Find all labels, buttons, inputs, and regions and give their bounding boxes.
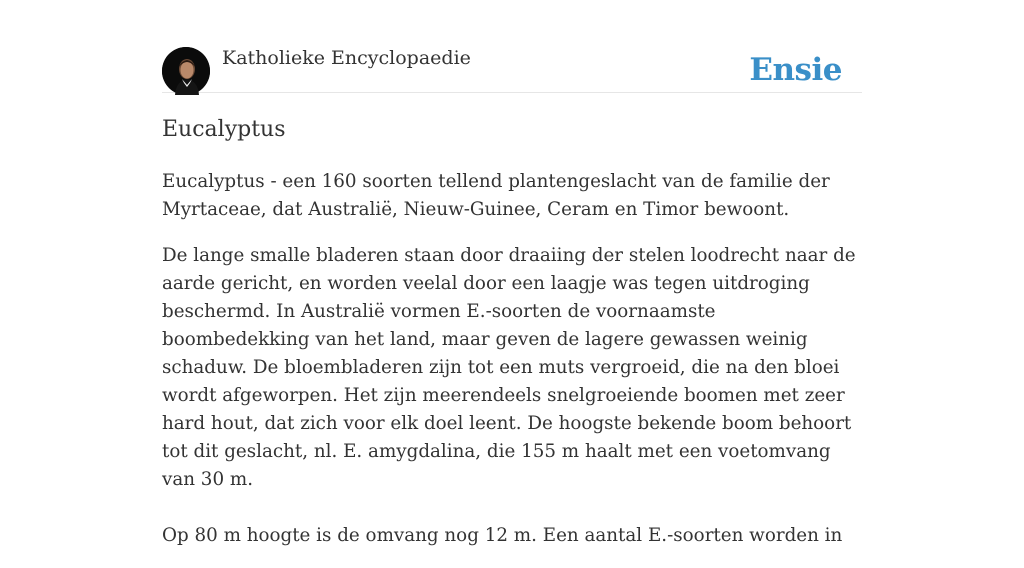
portrait-avatar[interactable] [162, 47, 210, 95]
article-title: Eucalyptus [162, 117, 286, 142]
article-paragraph: Eucalyptus - een 160 soorten tellend plantengeslacht van de familie der Myrtaceae, dat Australië, Nieuw-Guinee, Ceram en Timor bewoont. [162, 171, 830, 220]
portrait-icon [162, 47, 210, 95]
article-paragraph: De lange smalle bladeren staan door draaiing der stelen loodrecht naar de aarde gericht, en worden veelal door een laagje was tegen uitdroging beschermd. In Australië vormen E.-soorten de voornaamste boombedekking van het land, maar geven de lagere gewassen weinig schaduw. De bloembladeren zijn tot een muts vergroeid, die na den bloei wordt afgeworpen. Het zijn meerendeels snelgroeiende boomen met zeer hard hout, dat zich voor elk doel leent. De hoogste bekende boom behoort tot dit geslacht, nl. E. amygdalina, die 155 m haalt met een voetomvang van 30 m. Op 80 m hoogte is de omvang nog 12 m. Een aantal E.-soorten worden in [162, 245, 856, 546]
page-header [162, 46, 862, 93]
article-body [162, 168, 862, 568]
brand-logo[interactable]: Ensie [749, 52, 842, 88]
source-name[interactable]: Katholieke Encyclopaedie [222, 47, 471, 69]
